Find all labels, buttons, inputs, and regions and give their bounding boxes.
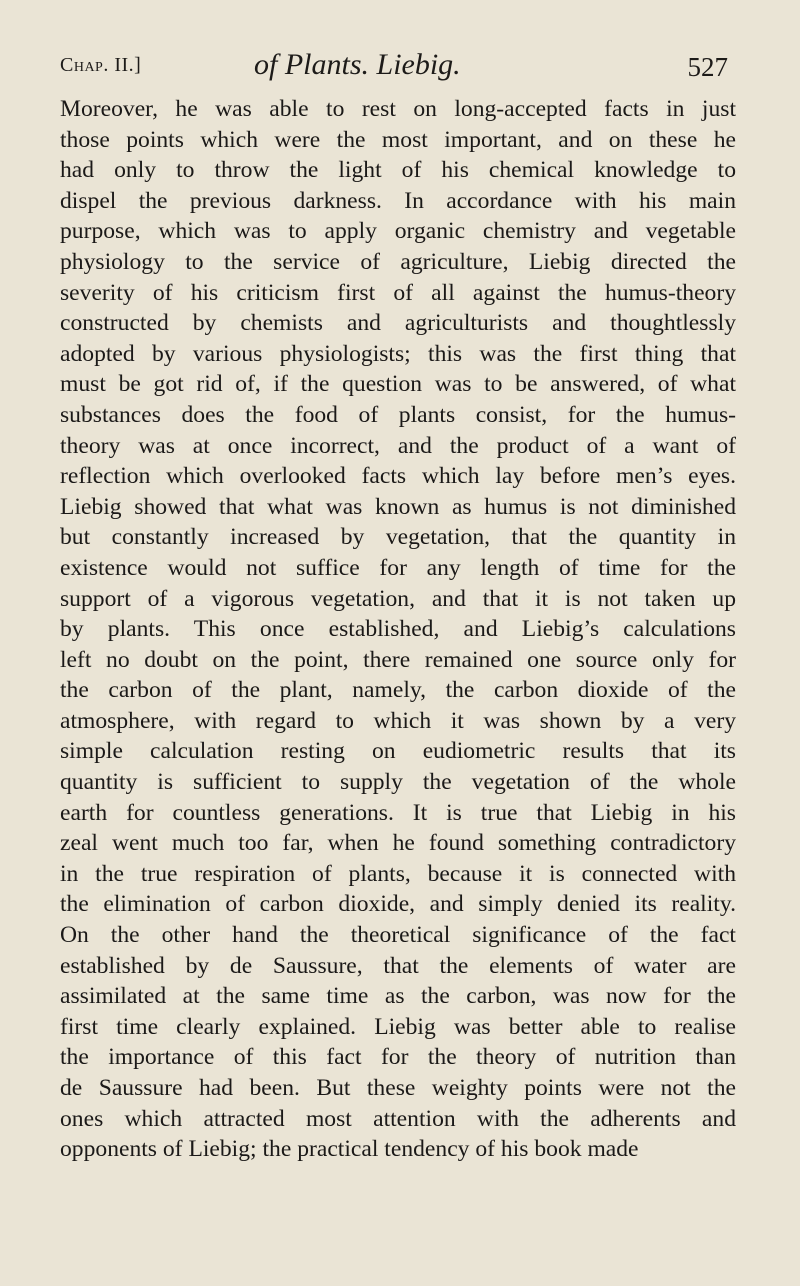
running-header xyxy=(60,48,728,98)
text-line: had only to throw the light of his chemical knowledge to xyxy=(60,157,736,184)
text-line: constructed by chemists and agriculturists and thoughtlessly xyxy=(60,310,736,337)
text-line: earth for countless generations. It is true that Liebig in his xyxy=(60,799,736,826)
text-line: Moreover, he was able to rest on long-accepted facts in just xyxy=(60,96,736,122)
text-line: left no doubt on the point, there remained one source only for xyxy=(60,646,736,673)
text-line: those points which were the most important, and on these he xyxy=(60,126,736,153)
text-line: ones which attracted most attention with the adherents and xyxy=(60,1105,736,1132)
text-line: physiology to the service of agriculture, Liebig directed the xyxy=(60,248,736,275)
text-line: first time clearly explained. Liebig was better able to realise xyxy=(60,1013,736,1040)
text-line: theory was at once incorrect, and the product of a want of xyxy=(60,432,736,459)
text-line: established by de Saussure, that the elements of water are xyxy=(60,952,736,979)
running-title: of Plants. Liebig. xyxy=(254,48,461,81)
text-line: reflection which overlooked facts which lay before men’s eyes. xyxy=(60,463,736,490)
text-line: purpose, which was to apply organic chemistry and vegetable xyxy=(60,218,736,245)
text-line: existence would not suffice for any length of time for the xyxy=(60,554,736,581)
text-line: zeal went much too far, when he found something contradictory xyxy=(60,830,736,857)
text-line: the importance of this fact for the theory of nutrition than xyxy=(60,1044,736,1071)
text-line: but constantly increased by vegetation, that the quantity in xyxy=(60,524,736,551)
text-line: On the other hand the theoretical significance of the fact xyxy=(60,922,736,949)
chapter-label: Chap. II.] xyxy=(60,54,142,76)
text-line: the elimination of carbon dioxide, and simply denied its reality. xyxy=(60,891,736,918)
text-line: assimilated at the same time as the carbon, was now for the xyxy=(60,983,736,1010)
text-line: support of a vigorous vegetation, and that it is not taken up xyxy=(60,585,736,612)
text-line: substances does the food of plants consist, for the humus- xyxy=(60,401,736,428)
body-text xyxy=(60,94,736,1165)
text-line: by plants. This once established, and Liebig’s calculations xyxy=(60,616,736,643)
text-line: de Saussure had been. But these weighty points were not the xyxy=(60,1075,736,1101)
text-line: severity of his criticism first of all against the humus-theory xyxy=(60,279,736,306)
text-line: atmosphere, with regard to which it was shown by a very xyxy=(60,707,736,734)
text-line: must be got rid of, if the question was to be answered, of what xyxy=(60,371,736,398)
text-line: quantity is sufficient to supply the vegetation of the whole xyxy=(60,769,736,796)
text-line: opponents of Liebig; the practical tendency of his book made xyxy=(60,1136,639,1163)
text-line: Liebig showed that what was known as humus is not diminished xyxy=(60,493,736,520)
page-number: 527 xyxy=(687,52,728,82)
text-line: in the true respiration of plants, because it is connected with xyxy=(60,860,736,887)
text-line: the carbon of the plant, namely, the carbon dioxide of the xyxy=(60,677,736,704)
text-line: adopted by various physiologists; this was the first thing that xyxy=(60,340,736,367)
text-line: simple calculation resting on eudiometric results that its xyxy=(60,738,736,765)
text-line: dispel the previous darkness. In accordance with his main xyxy=(60,187,736,214)
